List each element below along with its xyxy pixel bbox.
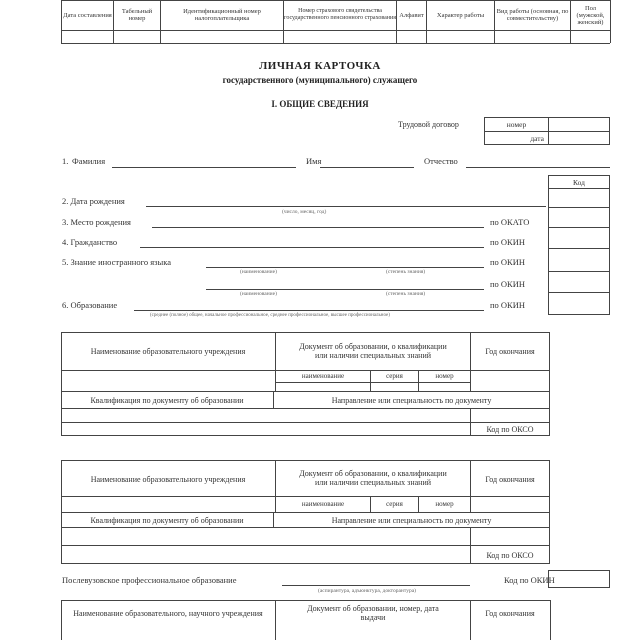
header-col-work-nature: Характер работы — [436, 11, 485, 19]
header-col-work-type: Вид работы (основная, по совместительству) — [496, 8, 569, 22]
card-subtitle: государственного (муниципального) служащего — [222, 75, 418, 85]
postgrad-hint: (аспирантура, адъюнктура, докторантура) — [318, 588, 416, 594]
header-col-date: Дата составления — [63, 11, 112, 19]
contract-date-field[interactable] — [549, 132, 609, 145]
postgrad-okin-box[interactable] — [548, 570, 610, 588]
name-field[interactable] — [320, 167, 414, 168]
edu2-specialty-header: Направление или специальность по документу — [331, 515, 492, 525]
okin-education-label: по ОКИН — [490, 300, 526, 310]
citizenship-field[interactable] — [140, 247, 484, 248]
education-label: 6. Образование — [62, 300, 118, 310]
contract-label: Трудовой договор — [398, 120, 459, 129]
edu1-docname-header: наименование — [301, 372, 345, 380]
okin-citizenship-label: по ОКИН — [490, 237, 526, 247]
surname-label: Фамилия — [72, 156, 106, 166]
edu3-institution-header: Наименование образовательного, научного учреждения — [73, 608, 263, 618]
edu1-series-header: серия — [386, 372, 403, 380]
postgrad-okin-label: Код по ОКИН — [504, 575, 555, 585]
patronymic-field[interactable] — [466, 167, 610, 168]
contract-date-label: дата — [530, 134, 544, 143]
foreign-language-field-1[interactable] — [206, 267, 484, 268]
edu2-series-header: серия — [386, 500, 403, 508]
foreign-language-field-2[interactable] — [206, 289, 484, 290]
header-col-snils: Номер страхового свидетельства государственного пенсионного страхования — [284, 8, 396, 21]
citizenship-label: 4. Гражданство — [62, 237, 118, 247]
postgrad-label: Послевузовское профессиональное образование — [62, 575, 237, 585]
birth-place-label: 3. Место рождения — [62, 217, 131, 227]
header-col-inn: Идентификационный номер налогоплательщика — [183, 8, 261, 22]
code-column — [548, 175, 610, 315]
birth-place-field[interactable] — [152, 227, 484, 228]
okin-language-label-1: по ОКИН — [490, 257, 526, 267]
name-label: Имя — [306, 156, 322, 166]
language-level-hint-2: (степень знания) — [386, 291, 426, 297]
edu1-specialty-header: Направление или специальность по документу — [331, 395, 492, 405]
section-general-title: I. ОБЩИЕ СВЕДЕНИЯ — [271, 99, 369, 109]
code-header: Код — [573, 177, 585, 187]
header-col-tabnum: Табельный номер — [121, 8, 153, 22]
item-number-1: 1. — [62, 156, 69, 166]
edu2-docname-header: наименование — [301, 500, 345, 508]
postgrad-field[interactable] — [282, 585, 470, 586]
edu2-institution-header: Наименование образовательного учреждения — [90, 474, 246, 484]
edu2-number-header: номер — [435, 500, 454, 508]
header-col-sex: Пол (мужской, женский) — [576, 4, 605, 26]
card-title: ЛИЧНАЯ КАРТОЧКА — [259, 60, 381, 72]
edu1-year-header: Год окончания — [485, 346, 535, 356]
birth-date-field[interactable] — [146, 206, 546, 207]
language-name-hint-2: (наименование) — [240, 291, 277, 297]
edu1-institution-header: Наименование образовательного учреждения — [90, 346, 246, 356]
contract-number-label: номер — [506, 120, 527, 129]
edu1-okso-label: Код по ОКСО — [486, 425, 534, 434]
birth-date-label: 2. Дата рождения — [62, 196, 125, 206]
foreign-language-label: 5. Знание иностранного языка — [62, 257, 171, 267]
okin-language-label-2: по ОКИН — [490, 279, 526, 289]
edu2-qualification-header: Квалификация по документу об образовании — [90, 515, 244, 525]
contract-number-field[interactable] — [549, 118, 609, 131]
edu3-document-header: Документ об образовании, номер, дата выдачи — [307, 604, 439, 622]
edu1-qualification-header: Квалификация по документу об образовании — [90, 395, 244, 405]
edu2-year-header: Год окончания — [485, 474, 535, 484]
patronymic-label: Отчество — [424, 156, 458, 166]
header-col-alphabet: Алфавит — [399, 11, 424, 19]
language-name-hint-1: (наименование) — [240, 269, 277, 275]
edu2-okso-label: Код по ОКСО — [486, 550, 534, 560]
surname-field[interactable] — [112, 167, 296, 168]
edu3-year-header: Год окончания — [485, 608, 535, 618]
edu2-document-header: Документ об образовании, о квалификации или наличии специальных знаний — [299, 469, 447, 487]
education-hint: (среднее (полное) общее, начальное профессиональное, среднее профессиональное, высшее профессиональное) — [150, 313, 390, 318]
birth-date-hint: (число, месяц, год) — [282, 209, 327, 215]
edu1-number-header: номер — [435, 372, 454, 380]
education-field[interactable] — [134, 310, 484, 311]
language-level-hint-1: (степень знания) — [386, 269, 426, 275]
okato-label: по ОКАТО — [490, 217, 530, 227]
edu1-document-header: Документ об образовании, о квалификации или наличии специальных знаний — [299, 342, 447, 360]
